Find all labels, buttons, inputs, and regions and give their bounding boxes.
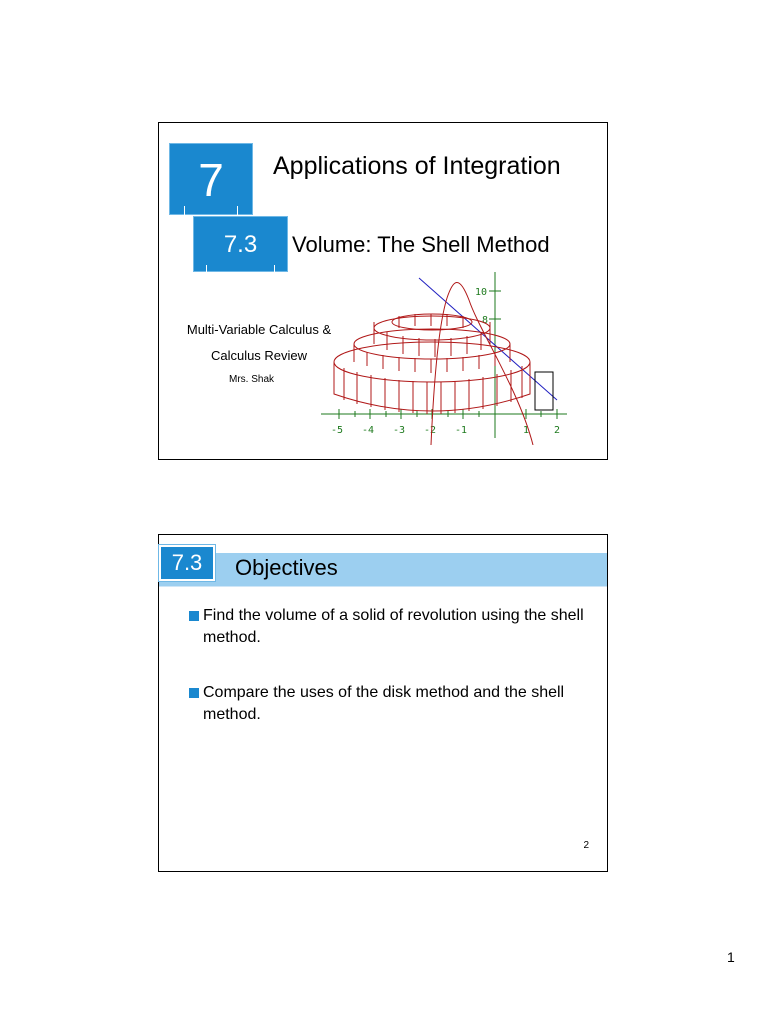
chapter-title: Applications of Integration xyxy=(273,152,561,180)
page-number: 1 xyxy=(727,949,735,965)
objectives-header-band xyxy=(159,553,607,587)
shell-solid xyxy=(334,314,530,414)
section-badge: 7.3 xyxy=(159,545,215,581)
course-line-1: Multi-Variable Calculus & xyxy=(186,322,332,337)
x-tick-label: -5 xyxy=(331,425,344,436)
list-item: Find the volume of a solid of revolution using the shell method. xyxy=(189,605,589,649)
y-tick-label-8: 8 xyxy=(482,315,489,326)
slide-objectives xyxy=(158,534,608,872)
course-line-2: Calculus Review xyxy=(210,348,308,363)
x-tick-label: -4 xyxy=(362,425,375,436)
bullet-square-icon xyxy=(189,611,199,621)
x-tick-label: 1 xyxy=(523,425,530,436)
x-tick-label: -2 xyxy=(424,425,437,436)
slide-title xyxy=(158,122,608,460)
function-curve xyxy=(431,282,533,445)
objectives-title: Objectives xyxy=(235,555,338,580)
x-tick-label: -3 xyxy=(393,425,406,436)
representative-rectangle xyxy=(535,372,553,410)
y-tick-label-10: 10 xyxy=(475,287,488,298)
section-title: Volume: The Shell Method xyxy=(292,232,550,257)
x-tick-label: -1 xyxy=(455,425,468,436)
section-number: 7.3 xyxy=(223,231,258,258)
objectives-list xyxy=(189,605,589,759)
chapter-badge xyxy=(169,143,253,215)
bullet-square-icon xyxy=(189,688,199,698)
chapter-number: 7 xyxy=(198,154,224,206)
slide-number: 2 xyxy=(583,840,589,851)
shell-method-figure xyxy=(319,270,569,445)
section-badge xyxy=(193,216,288,272)
teacher-name: Mrs. Shak xyxy=(229,374,275,385)
x-tick-label: 2 xyxy=(554,425,561,436)
list-item: Compare the uses of the disk method and the shell method. xyxy=(189,682,589,726)
